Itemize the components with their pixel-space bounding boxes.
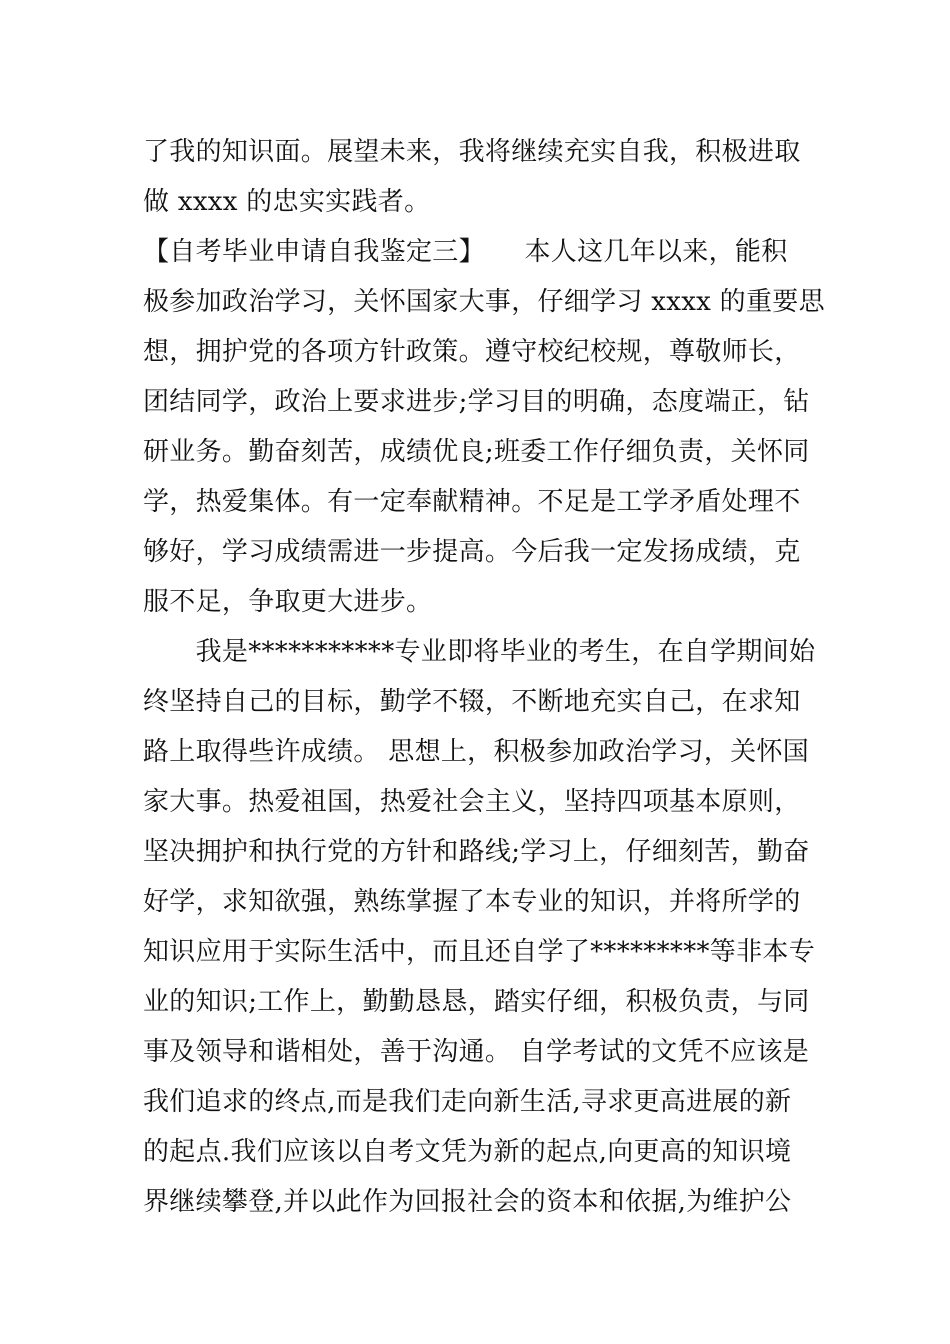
text-line: 服不足，争取更大进步。 [143,587,433,617]
text-line: 好学，求知欲强，熟练掌握了本专业的知识，并将所学的 [143,887,801,917]
text-line: 知识应用于实际生活中，而且还自学了*********等非本专 [143,937,816,967]
text-line: 业的知识;工作上，勤勤恳恳，踏实仔细，积极负责，与同 [143,987,810,1017]
text-line: 终坚持自己的目标，勤学不辍，不断地充实自己，在求知 [143,687,801,717]
text-line: 路上取得些许成绩。 思想上，积极参加政治学习，关怀国 [143,737,810,767]
text-line: 做 xxxx 的忠实实践者。 [143,187,431,217]
text-line: 想，拥护党的各项方针政策。遵守校纪校规，尊敬师长， [143,337,801,367]
text-line: 事及领导和谐相处，善于沟通。 自学考试的文凭不应该是 [143,1037,810,1067]
text-line: 坚决拥护和执行党的方针和路线;学习上，仔细刻苦，勤奋 [143,837,810,867]
text-line: 团结同学，政治上要求进步;学习目的明确，态度端正，钻 [143,387,810,417]
text-line: 研业务。勤奋刻苦，成绩优良;班委工作仔细负责，关怀同 [143,437,810,467]
text-line: 家大事。热爱祖国，热爱社会主义，坚持四项基本原则， [143,787,801,817]
text-line: 界继续攀登,并以此作为回报社会的资本和依据,为维护公 [143,1187,792,1217]
text-line: 够好，学习成绩需进一步提高。今后我一定发扬成绩，克 [143,537,801,567]
text-line: 极参加政治学习，关怀国家大事，仔细学习 xxxx 的重要思 [143,287,825,317]
section-heading-line: 【自考毕业申请自我鉴定三】 本人这几年以来，能积 [143,237,788,267]
text-line: 我们追求的终点,而是我们走向新生活,寻求更高进展的新 [143,1087,792,1117]
paragraph-start-line: 我是***********专业即将毕业的考生，在自学期间始 [143,637,816,667]
text-line: 了我的知识面。展望未来，我将继续充实自我，积极进取 [143,137,801,167]
body-text [143,127,825,1227]
text-line: 的起点.我们应该以自考文凭为新的起点,向更高的知识境 [143,1137,792,1167]
text-line: 学，热爱集体。有一定奉献精神。不足是工学矛盾处理不 [143,487,801,517]
